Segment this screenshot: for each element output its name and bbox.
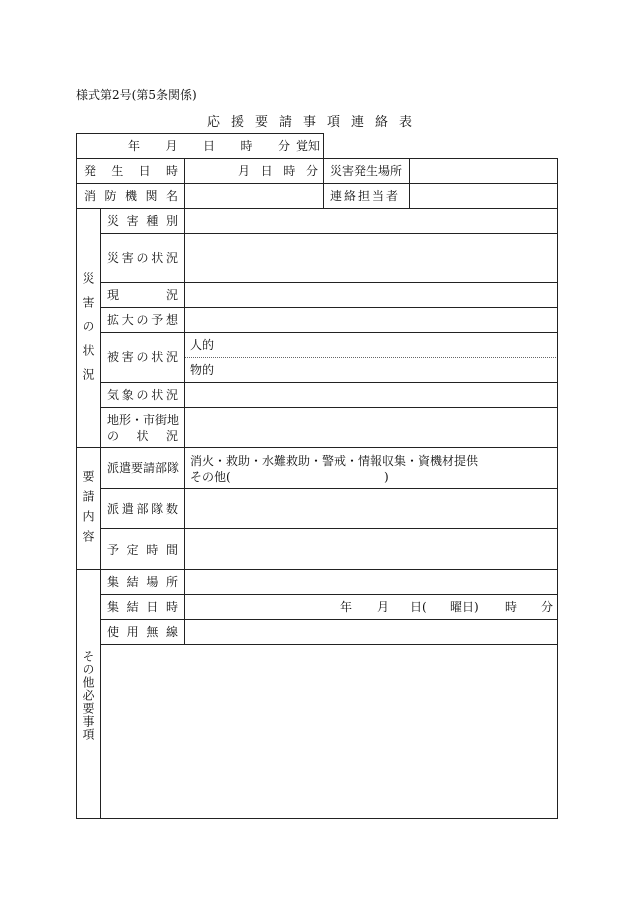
current-status-label: 現 況 bbox=[107, 288, 178, 302]
other-section-label: その他必要事項 bbox=[81, 650, 95, 741]
form-title: 応援要請事項連絡表 bbox=[206, 115, 423, 130]
disaster-place-label: 災害発生場所 bbox=[330, 164, 403, 178]
weather-status-label: 気 象 の 状 況 bbox=[107, 388, 178, 402]
dispatch-unit-count-label: 派 遣 部 隊 数 bbox=[107, 502, 178, 516]
damage-human-label: 人的 bbox=[190, 338, 215, 352]
radio-used-label: 使 用 無 線 bbox=[107, 625, 178, 639]
occurrence-datetime-units: 月 日 時 分 bbox=[238, 164, 318, 178]
notification-datetime-header: 年 月 日 時 分 覚知 bbox=[128, 139, 320, 153]
contact-person-label: 連絡担当者 bbox=[330, 189, 401, 203]
dispatch-options: 消火・救助・水難救助・警戒・情報収集・資機材提供 bbox=[190, 454, 479, 468]
disaster-section-label: 災害の状況 bbox=[81, 272, 95, 392]
dispatch-other-close: ) bbox=[384, 470, 389, 484]
occurrence-datetime-label: 発 生 日 時 bbox=[84, 164, 178, 178]
terrain-label-line1: 地形・市街地 bbox=[107, 413, 180, 427]
damage-status-label: 被 害 の 状 況 bbox=[107, 350, 178, 364]
form-number: 様式第2号(第5条関係) bbox=[76, 88, 197, 102]
damage-property-label: 物的 bbox=[190, 363, 215, 377]
disaster-type-label: 災 害 種 別 bbox=[107, 214, 178, 228]
expansion-forecast-label: 拡 大 の 予 想 bbox=[107, 313, 178, 327]
assembly-place-label: 集 結 場 所 bbox=[107, 575, 178, 589]
terrain-label-line2: の 状 況 bbox=[107, 429, 178, 443]
disaster-situation-label: 災 害 の 状 況 bbox=[107, 251, 178, 265]
dispatch-other-open: その他( bbox=[190, 470, 231, 484]
fire-agency-name-label: 消 防 機 関 名 bbox=[84, 189, 178, 203]
request-section-label: 要請内容 bbox=[81, 470, 95, 550]
assembly-datetime-label: 集 結 日 時 bbox=[107, 600, 178, 614]
scheduled-time-label: 予 定 時 間 bbox=[107, 543, 178, 557]
dispatch-units-label: 派遣要請部隊 bbox=[107, 461, 180, 475]
